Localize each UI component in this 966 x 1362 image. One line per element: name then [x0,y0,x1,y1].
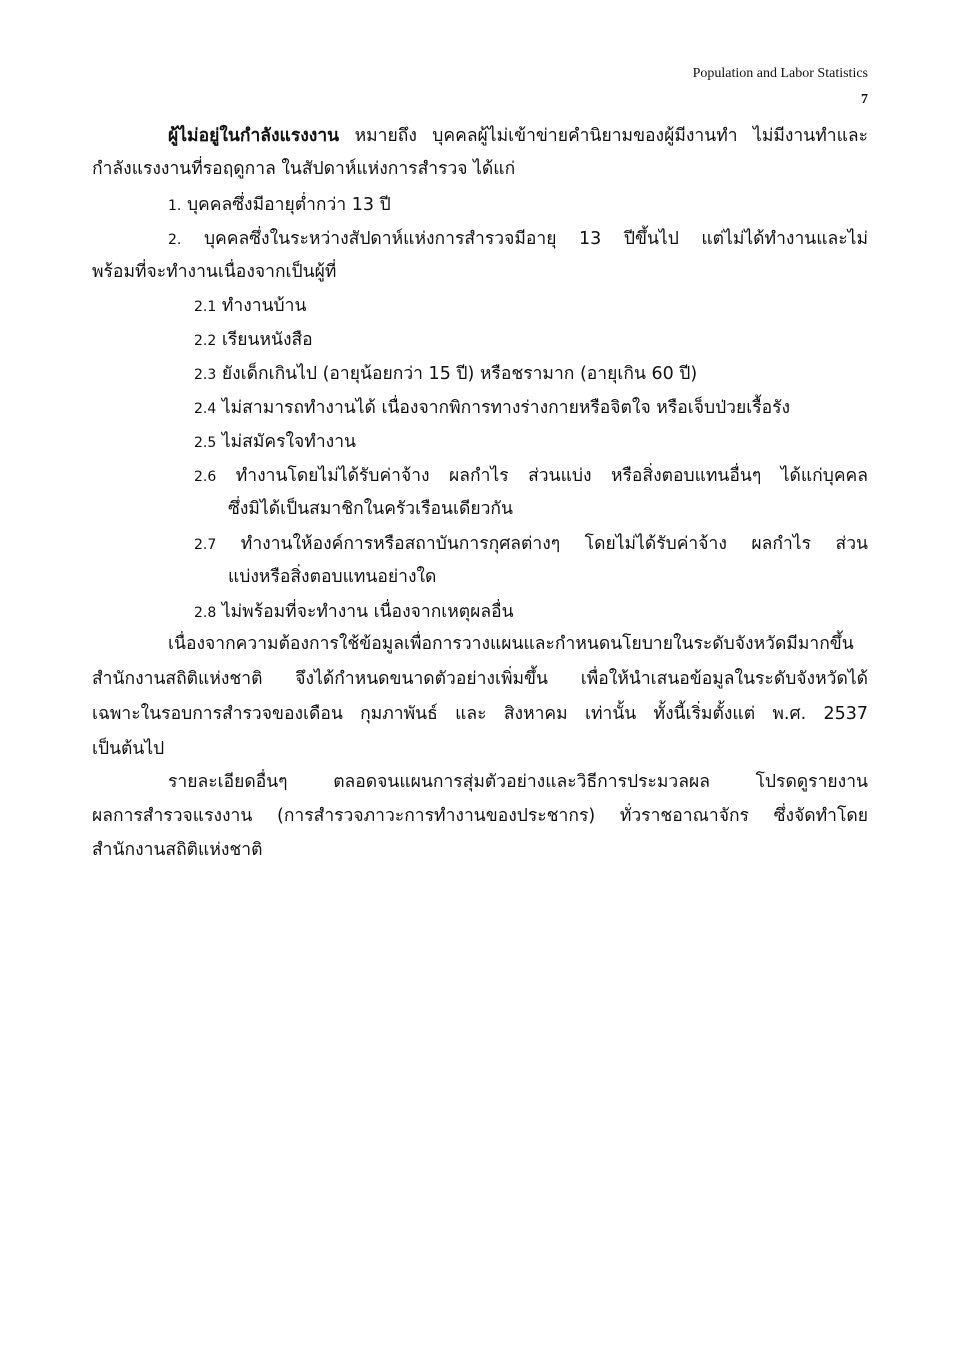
paragraph-1-line-3: เฉพาะในรอบการสำรวจของเดือน กุมภาพันธ์ และ สิงหาคม เท่านั้น ทั้งนี้เริ่มตั้งแต่ พ.ศ. 2537 [92,704,868,724]
list-item-2 [168,227,868,252]
sub-item-text: เรียนหนังสือ [221,330,313,350]
sub-item-2-7-continuation: แบ่งหรือสิ่งตอบแทนอย่างใด [228,567,437,587]
sub-item-number: 2.1 [194,299,217,315]
sub-item-2-6 [194,464,868,489]
sub-item-2-2 [194,328,313,353]
paragraph-1-line-4: เป็นต้นไป [92,739,165,759]
sub-item-2-1 [194,294,306,319]
list-item-1 [168,193,391,218]
paragraph-2-line-3: สำนักงานสถิติแห่งชาติ [92,840,263,860]
sub-item-number: 2.6 [194,469,217,485]
sub-item-text: ยังเด็กเกินไป (อายุน้อยกว่า 15 ปี) หรือชรามาก (อายุเกิน 60 ปี) [221,364,698,384]
sub-item-number: 2.5 [194,435,217,451]
sub-item-text: ไม่สามารถทำงานได้ เนื่องจากพิการทางร่างกายหรือจิตใจ หรือเจ็บป่วยเรื้อรัง [221,398,791,418]
paragraph-2-line-2: ผลการสำรวจแรงงาน (การสำรวจภาวะการทำงานของประชากร) ทั่วราชอาณาจักร ซึ่งจัดทำโดย [92,806,868,826]
page-number: 7 [861,92,868,107]
sub-item-text: ทำงานโดยไม่ได้รับค่าจ้าง ผลกำไร ส่วนแบ่ง หรือสิ่งตอบแทนอื่นๆ ได้แก่บุคคล [235,466,868,486]
list-item-2-continuation: พร้อมที่จะทำงานเนื่องจากเป็นผู้ที่ [92,262,337,282]
sub-item-text: ไม่สมัครใจทำงาน [221,432,356,452]
paragraph-2-line-1: รายละเอียดอื่นๆ ตลอดจนแผนการสุ่มตัวอย่างและวิธีการประมวลผล โปรดดูรายงาน [168,772,868,792]
sub-item-2-6-continuation: ซึ่งมิได้เป็นสมาชิกในครัวเรือนเดียวกัน [228,499,513,519]
sub-item-text: ไม่พร้อมที่จะทำงาน เนื่องจากเหตุผลอื่น [221,602,514,622]
intro-line-1 [168,124,868,148]
sub-item-2-3 [194,362,697,387]
sub-item-2-8 [194,600,514,625]
list-item-number: 2. [168,232,182,248]
sub-item-2-7 [194,532,868,557]
sub-item-number: 2.3 [194,367,217,383]
list-item-number: 1. [168,198,182,214]
paragraph-1-line-1: เนื่องจากความต้องการใช้ข้อมูลเพื่อการวางแผนและกำหนดนโยบายในระดับจังหวัดมีมากขึ้น [168,634,854,654]
sub-item-text: ทำงานให้องค์การหรือสถาบันการกุศลต่างๆ โดยไม่ได้รับค่าจ้าง ผลกำไร ส่วน [240,534,868,554]
sub-item-number: 2.7 [194,537,217,553]
header-title: Population and Labor Statistics [692,66,868,81]
intro-term: ผู้ไม่อยู่ในกำลังแรงงาน [168,126,340,146]
sub-item-2-5 [194,430,356,455]
sub-item-2-4 [194,396,790,421]
list-item-text: บุคคลซึ่งในระหว่างสัปดาห์แห่งการสำรวจมีอายุ 13 ปีขึ้นไป แต่ไม่ได้ทำงานและไม่ [203,229,868,249]
sub-item-number: 2.2 [194,333,217,349]
intro-line-2: กำลังแรงงานที่รอฤดูกาล ในสัปดาห์แห่งการสำรวจ ได้แก่ [92,159,516,179]
intro-definition-1: หมายถึง บุคคลผู้ไม่เข้าข่ายคำนิยามของผู้มีงานทำ ไม่มีงานทำและ [339,126,868,146]
sub-item-text: ทำงานบ้าน [221,296,307,316]
list-item-text: บุคคลซึ่งมีอายุต่ำกว่า 13 ปี [186,195,391,215]
paragraph-1-line-2: สำนักงานสถิติแห่งชาติ จึงได้กำหนดขนาดตัวอย่างเพิ่มขึ้น เพื่อให้นำเสนอข้อมูลในระดับจังหวัดได้ [92,669,868,689]
sub-item-number: 2.8 [194,605,217,621]
sub-item-number: 2.4 [194,401,217,417]
